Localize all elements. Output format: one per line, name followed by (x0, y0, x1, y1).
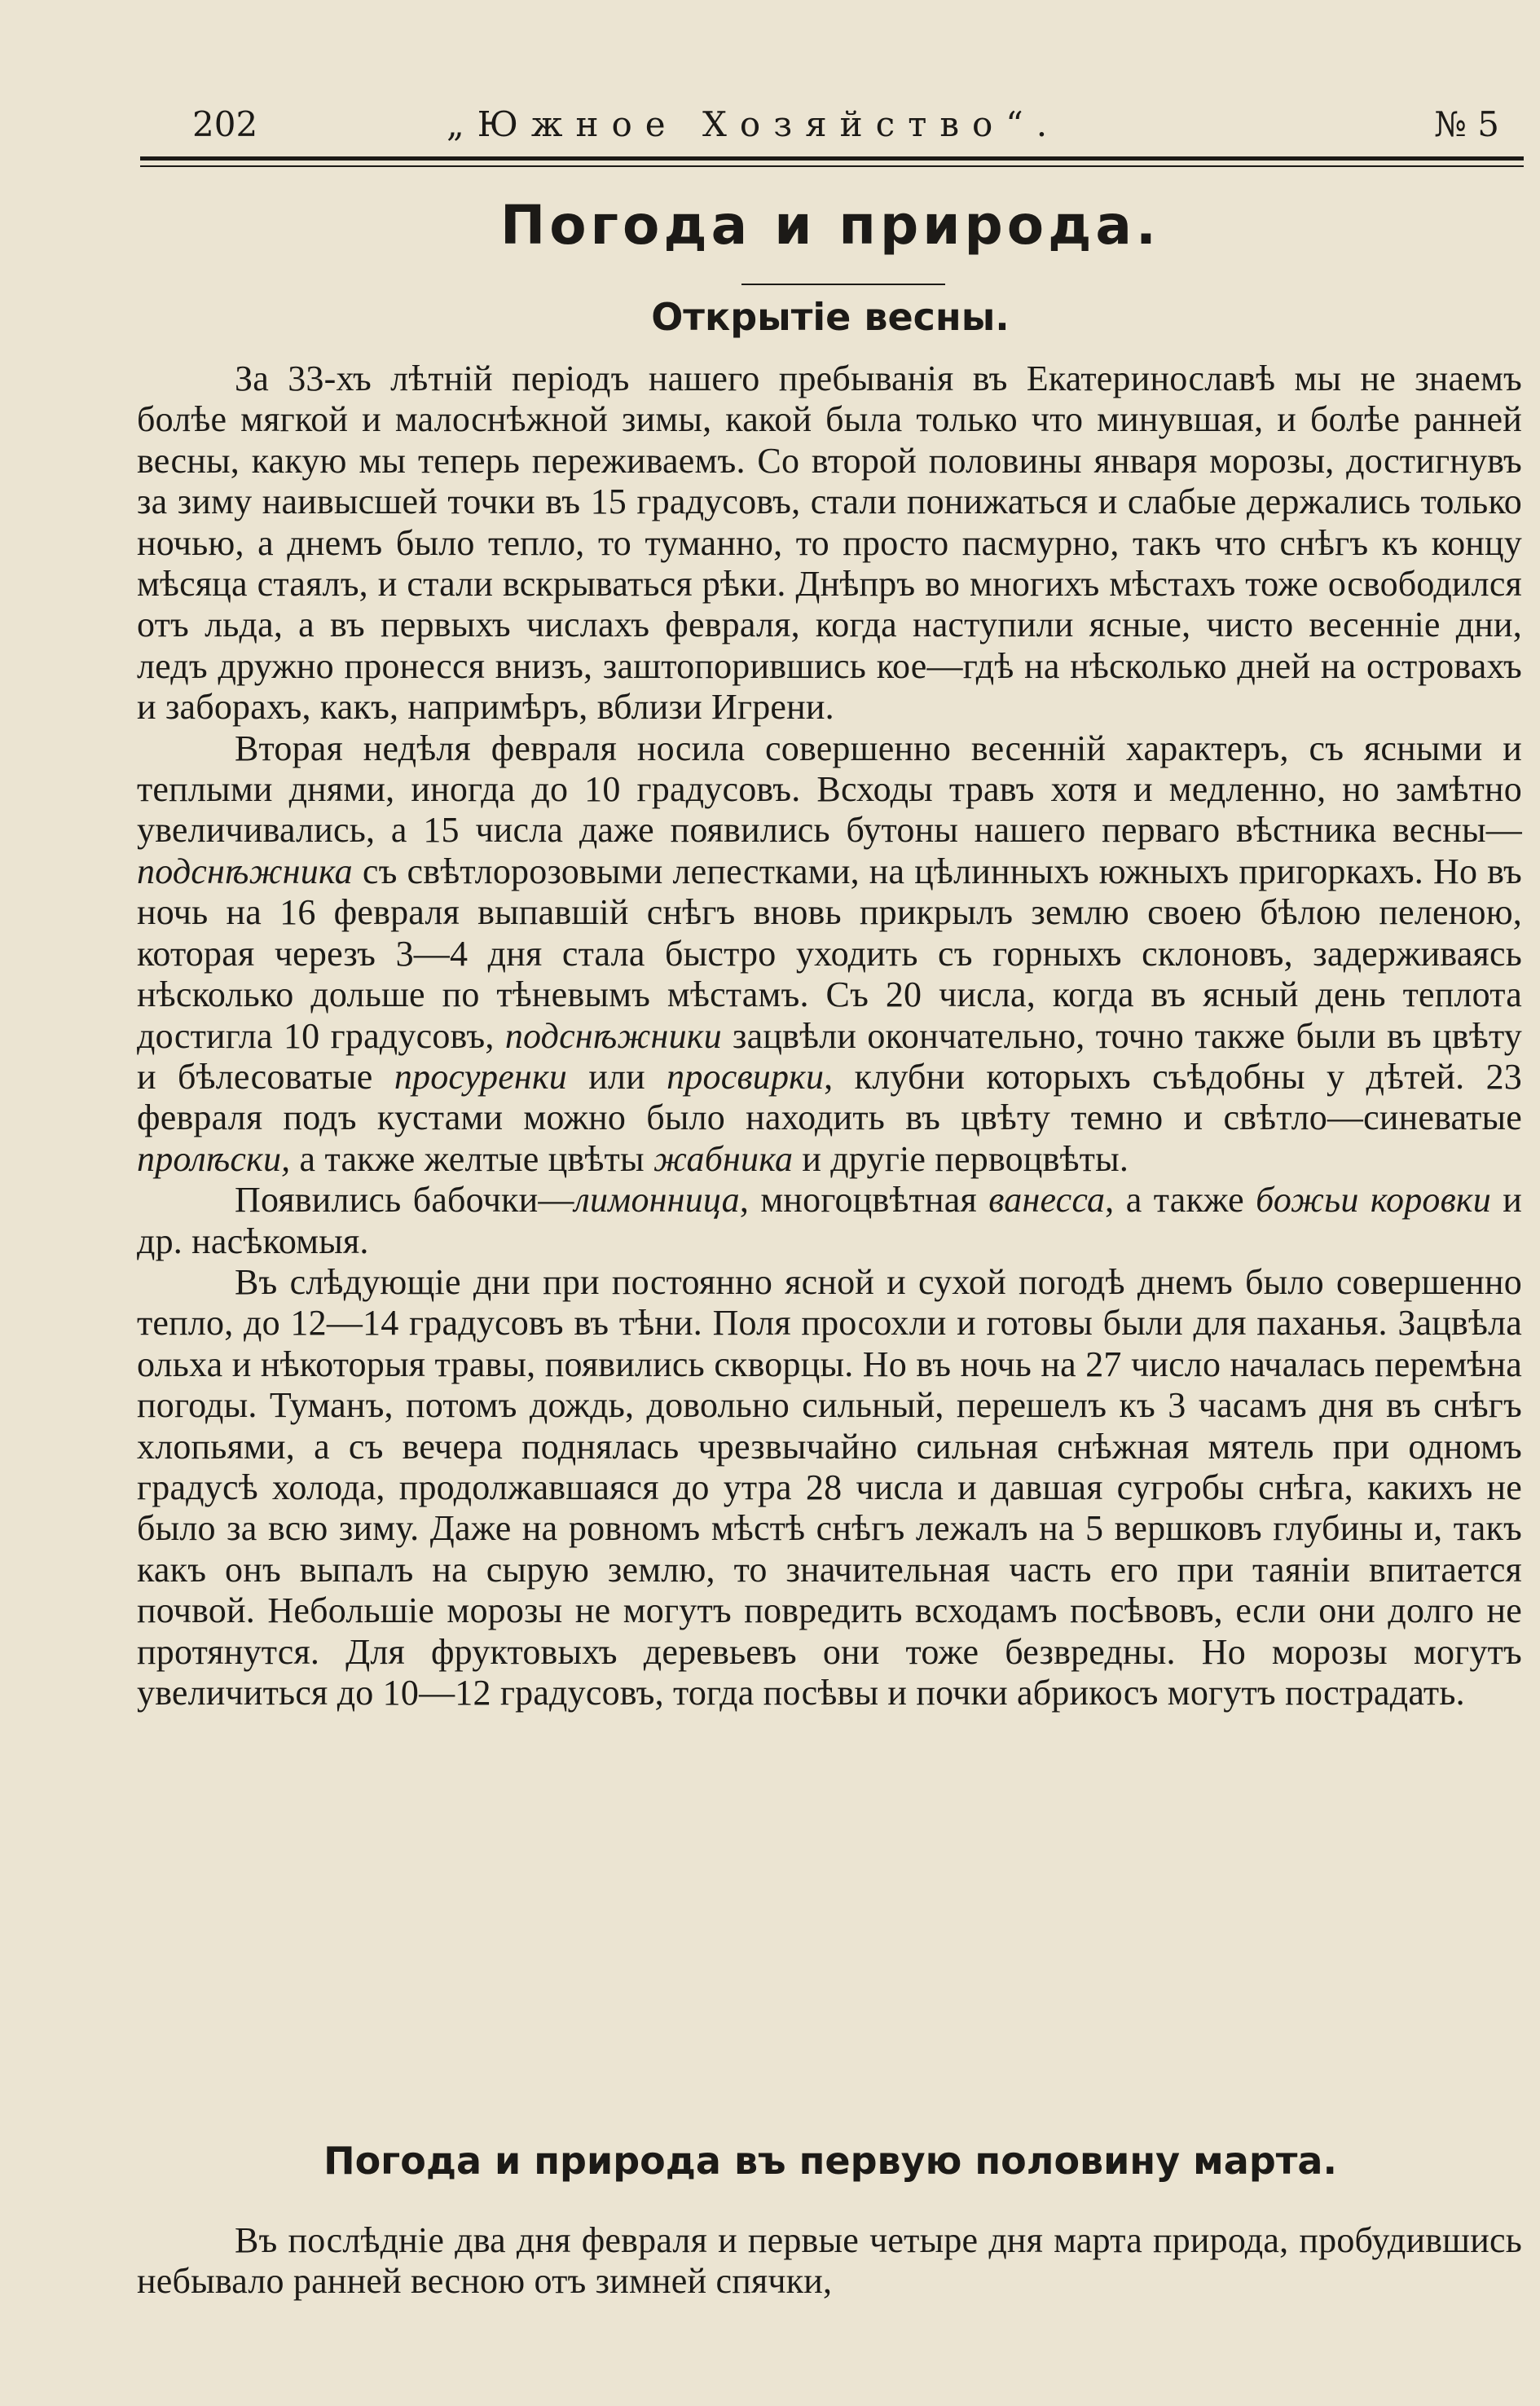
page-number: 202 (192, 104, 258, 144)
text-run: Появились бабочки— (235, 1180, 574, 1221)
text-run: съ свѣтлорозовыми лепестками, на цѣлинныхъ южныхъ пригоркахъ. Но въ ночь на 16 февраля выпавшій снѣгъ вновь прикрылъ землю своею бѣлою пеленою, которая черезъ 3—4 дня стала быстро уходить съ горныхъ склоновъ, задерживаясь нѣсколько дольше по тѣневымъ мѣстамъ. Съ 20 числа, когда въ ясный день теплота достигла 10 градусовъ, (137, 851, 1522, 1056)
italic-term: пролѣски, (137, 1138, 291, 1179)
paragraph-3 (137, 1180, 1522, 1262)
text-run: , а также (1105, 1180, 1256, 1221)
italic-term: ванесса (988, 1180, 1106, 1221)
article-title: Открытіе весны. (651, 295, 1010, 339)
paragraph-4: Въ слѣдующіе дни при постоянно ясной и сухой погодѣ днемъ было совершенно тепло, до 12—14 градусовъ въ тѣни. Поля просохли и готовы были для паханья. Зацвѣла ольха и нѣкоторыя травы, появились скворцы. Но въ ночь на 27 число началась перемѣна погоды. Туманъ, потомъ дождь, довольно сильный, перешелъ къ 3 часамъ дня въ снѣгъ хлопьями, а съ вечера поднялась чрезвычайно сильная снѣжная мятель при одномъ градусѣ холода, продолжавшаяся до утра 28 числа и давшая сугробы снѣга, какихъ не было за всю зиму. Даже на ровномъ мѣстѣ снѣгъ лежалъ на 5 вершковъ глубины и, такъ какъ онъ выпалъ на сырую землю, то значительная часть его при таяніи впитается почвой. Небольшіе морозы не могутъ повредить всходамъ посѣвовъ, если они долго не протянутся. Для фруктовыхъ деревьевъ они тоже безвредны. Но морозы могутъ увеличиться до 10—12 градусовъ, тогда посѣвы и почки абрикосъ могутъ пострадать. (137, 1261, 1522, 1713)
header-rule-thick (140, 156, 1524, 161)
paragraph-2 (137, 728, 1522, 1180)
subsection-paragraph-1: Въ послѣдніе два дня февраля и первые четыре дня марта природа, пробудившись небывало ранней весною отъ зимней спячки, (137, 2220, 1522, 2302)
running-header (137, 104, 1524, 153)
paragraph-1: За 33-хъ лѣтній періодъ нашего пребыванія въ Екатеринославѣ мы не знаемъ болѣе мягкой и малоснѣжной зимы, какой была только что минувшая, и болѣе ранней весны, какую мы теперь переживаемъ. Со второй половины января морозы, достигнувъ за зиму наивысшей точки въ 15 градусовъ, стали понижаться и слабые держались только ночью, а днемъ было тепло, то туманно, то просто пасмурно, такъ что снѣгъ къ концу мѣсяца стаялъ, и стали вскрываться рѣки. Днѣпръ во многихъ мѣстахъ тоже освободился отъ льда, а въ первыхъ числахъ февраля, когда наступили ясные, чисто весенніе дни, ледъ дружно пронесся внизъ, заштопорившись кое—гдѣ на нѣсколько дней на островахъ и заборахъ, какъ, напримѣръ, вблизи Игрени. (137, 358, 1522, 728)
subsection-body (137, 2220, 1522, 2303)
italic-term: подснѣжника (137, 851, 353, 891)
italic-term: жабника (653, 1138, 794, 1179)
subsection-title: Погода и природа въ первую половину марта. (323, 2139, 1337, 2183)
italic-term: подснѣжники (504, 1015, 722, 1056)
italic-term: просвирки (667, 1056, 825, 1097)
text-run: Вторая недѣля февраля носила совершенно весенній характеръ, съ ясными и теплыми днями, иногда до 10 градусовъ. Всходы травъ хотя и медленно, но замѣтно увеличивались, а 15 числа даже появились бутоны нашего перваго вѣстника весны— (137, 728, 1522, 851)
text-run: а также желтые цвѣты (290, 1138, 653, 1179)
section-title: Погода и природа. (499, 194, 1161, 257)
text-run: , клубни которыхъ съѣдобны у дѣтей. 23 февраля подъ кустами можно было находить въ цвѣту темно и свѣтло—синеватые (137, 1056, 1522, 1138)
issue-number: № 5 (1434, 104, 1499, 144)
italic-term: божьи коровки (1256, 1180, 1491, 1221)
article-body (137, 358, 1522, 1713)
italic-term: лимонница (574, 1180, 740, 1221)
text-run: или (566, 1056, 667, 1097)
header-rule-thin (140, 165, 1524, 167)
title-divider (741, 284, 945, 285)
italic-term: просуренки (394, 1056, 567, 1097)
text-run: , многоцвѣтная (739, 1180, 989, 1221)
text-run: и др. насѣкомыя. (137, 1180, 1523, 1261)
text-run: зацвѣли окончательно, точно также были въ цвѣту и бѣлесоватые (137, 1015, 1522, 1097)
journal-title: „Южное Хозяйство“. (447, 104, 1061, 144)
text-run: и другіе первоцвѣты. (793, 1138, 1129, 1179)
